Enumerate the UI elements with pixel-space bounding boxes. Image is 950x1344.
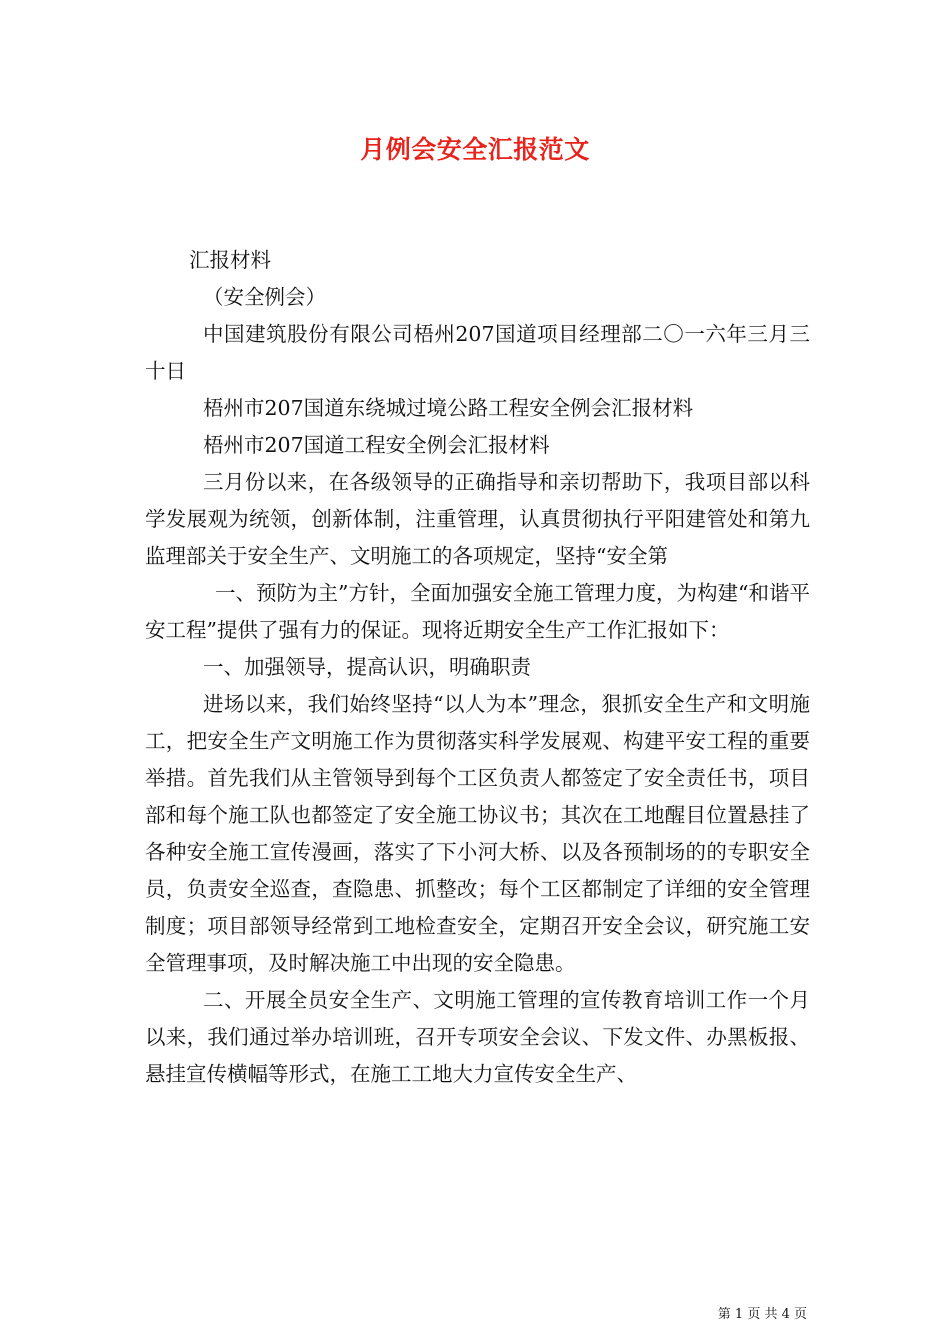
paragraph-meeting-type: （安全例会） bbox=[203, 285, 326, 309]
page-title: 月例会安全汇报范文 bbox=[360, 135, 590, 164]
paragraph-section-2: 二、开展全员安全生产、文明施工管理的宣传教育培训工作一个月以来，我们通过举办培训班，召开专项安全会议、下发文件、办黑板报、悬挂宣传横幅等形式，在施工工地大力宣传安全生产、 bbox=[145, 988, 810, 1086]
document-body bbox=[145, 242, 810, 1093]
paragraph-intro: 三月份以来，在各级领导的正确指导和亲切帮助下，我项目部以科学发展观为统领，创新体制，注重管理，认真贯彻执行平阳建管处和第九监理部关于安全生产、文明施工的各项规定，坚持“安全第 bbox=[145, 470, 810, 568]
paragraph-org-date: 中国建筑股份有限公司梧州207国道项目经理部二〇一六年三月三十日 bbox=[145, 322, 810, 383]
paragraph-subtitle-1: 梧州市207国道东绕城过境公路工程安全例会汇报材料 bbox=[203, 396, 694, 420]
paragraph-principle: 一、预防为主”方针，全面加强安全施工管理力度，为构建“和谐平安工程”提供了强有力的保证。现将近期安全生产工作汇报如下： bbox=[145, 581, 810, 642]
section-heading-1: 一、加强领导，提高认识，明确职责 bbox=[203, 655, 531, 679]
paragraph-section-1: 进场以来，我们始终坚持“以人为本”理念，狠抓安全生产和文明施工，把安全生产文明施工作为贯彻落实科学发展观、构建平安工程的重要举措。首先我们从主管领导到每个工区负责人都签定了安全责任书，项目部和每个施工队也都签定了安全施工协议书；其次在工地醒目位置悬挂了各种安全施工宣传漫画，落实了下小河大桥、以及各预制场的的专职安全员，负责安全巡查，查隐患、抓整改；每个工区都制定了详细的安全管理制度；项目部领导经常到工地检查安全，定期召开安全会议，研究施工安全管理事项，及时解决施工中出现的安全隐患。 bbox=[145, 692, 810, 975]
paragraph-subtitle-2: 梧州市207国道工程安全例会汇报材料 bbox=[203, 433, 550, 457]
paragraph-report-label: 汇报材料 bbox=[189, 248, 271, 272]
page-indicator: 第 1 页 共 4 页 bbox=[717, 1307, 807, 1322]
